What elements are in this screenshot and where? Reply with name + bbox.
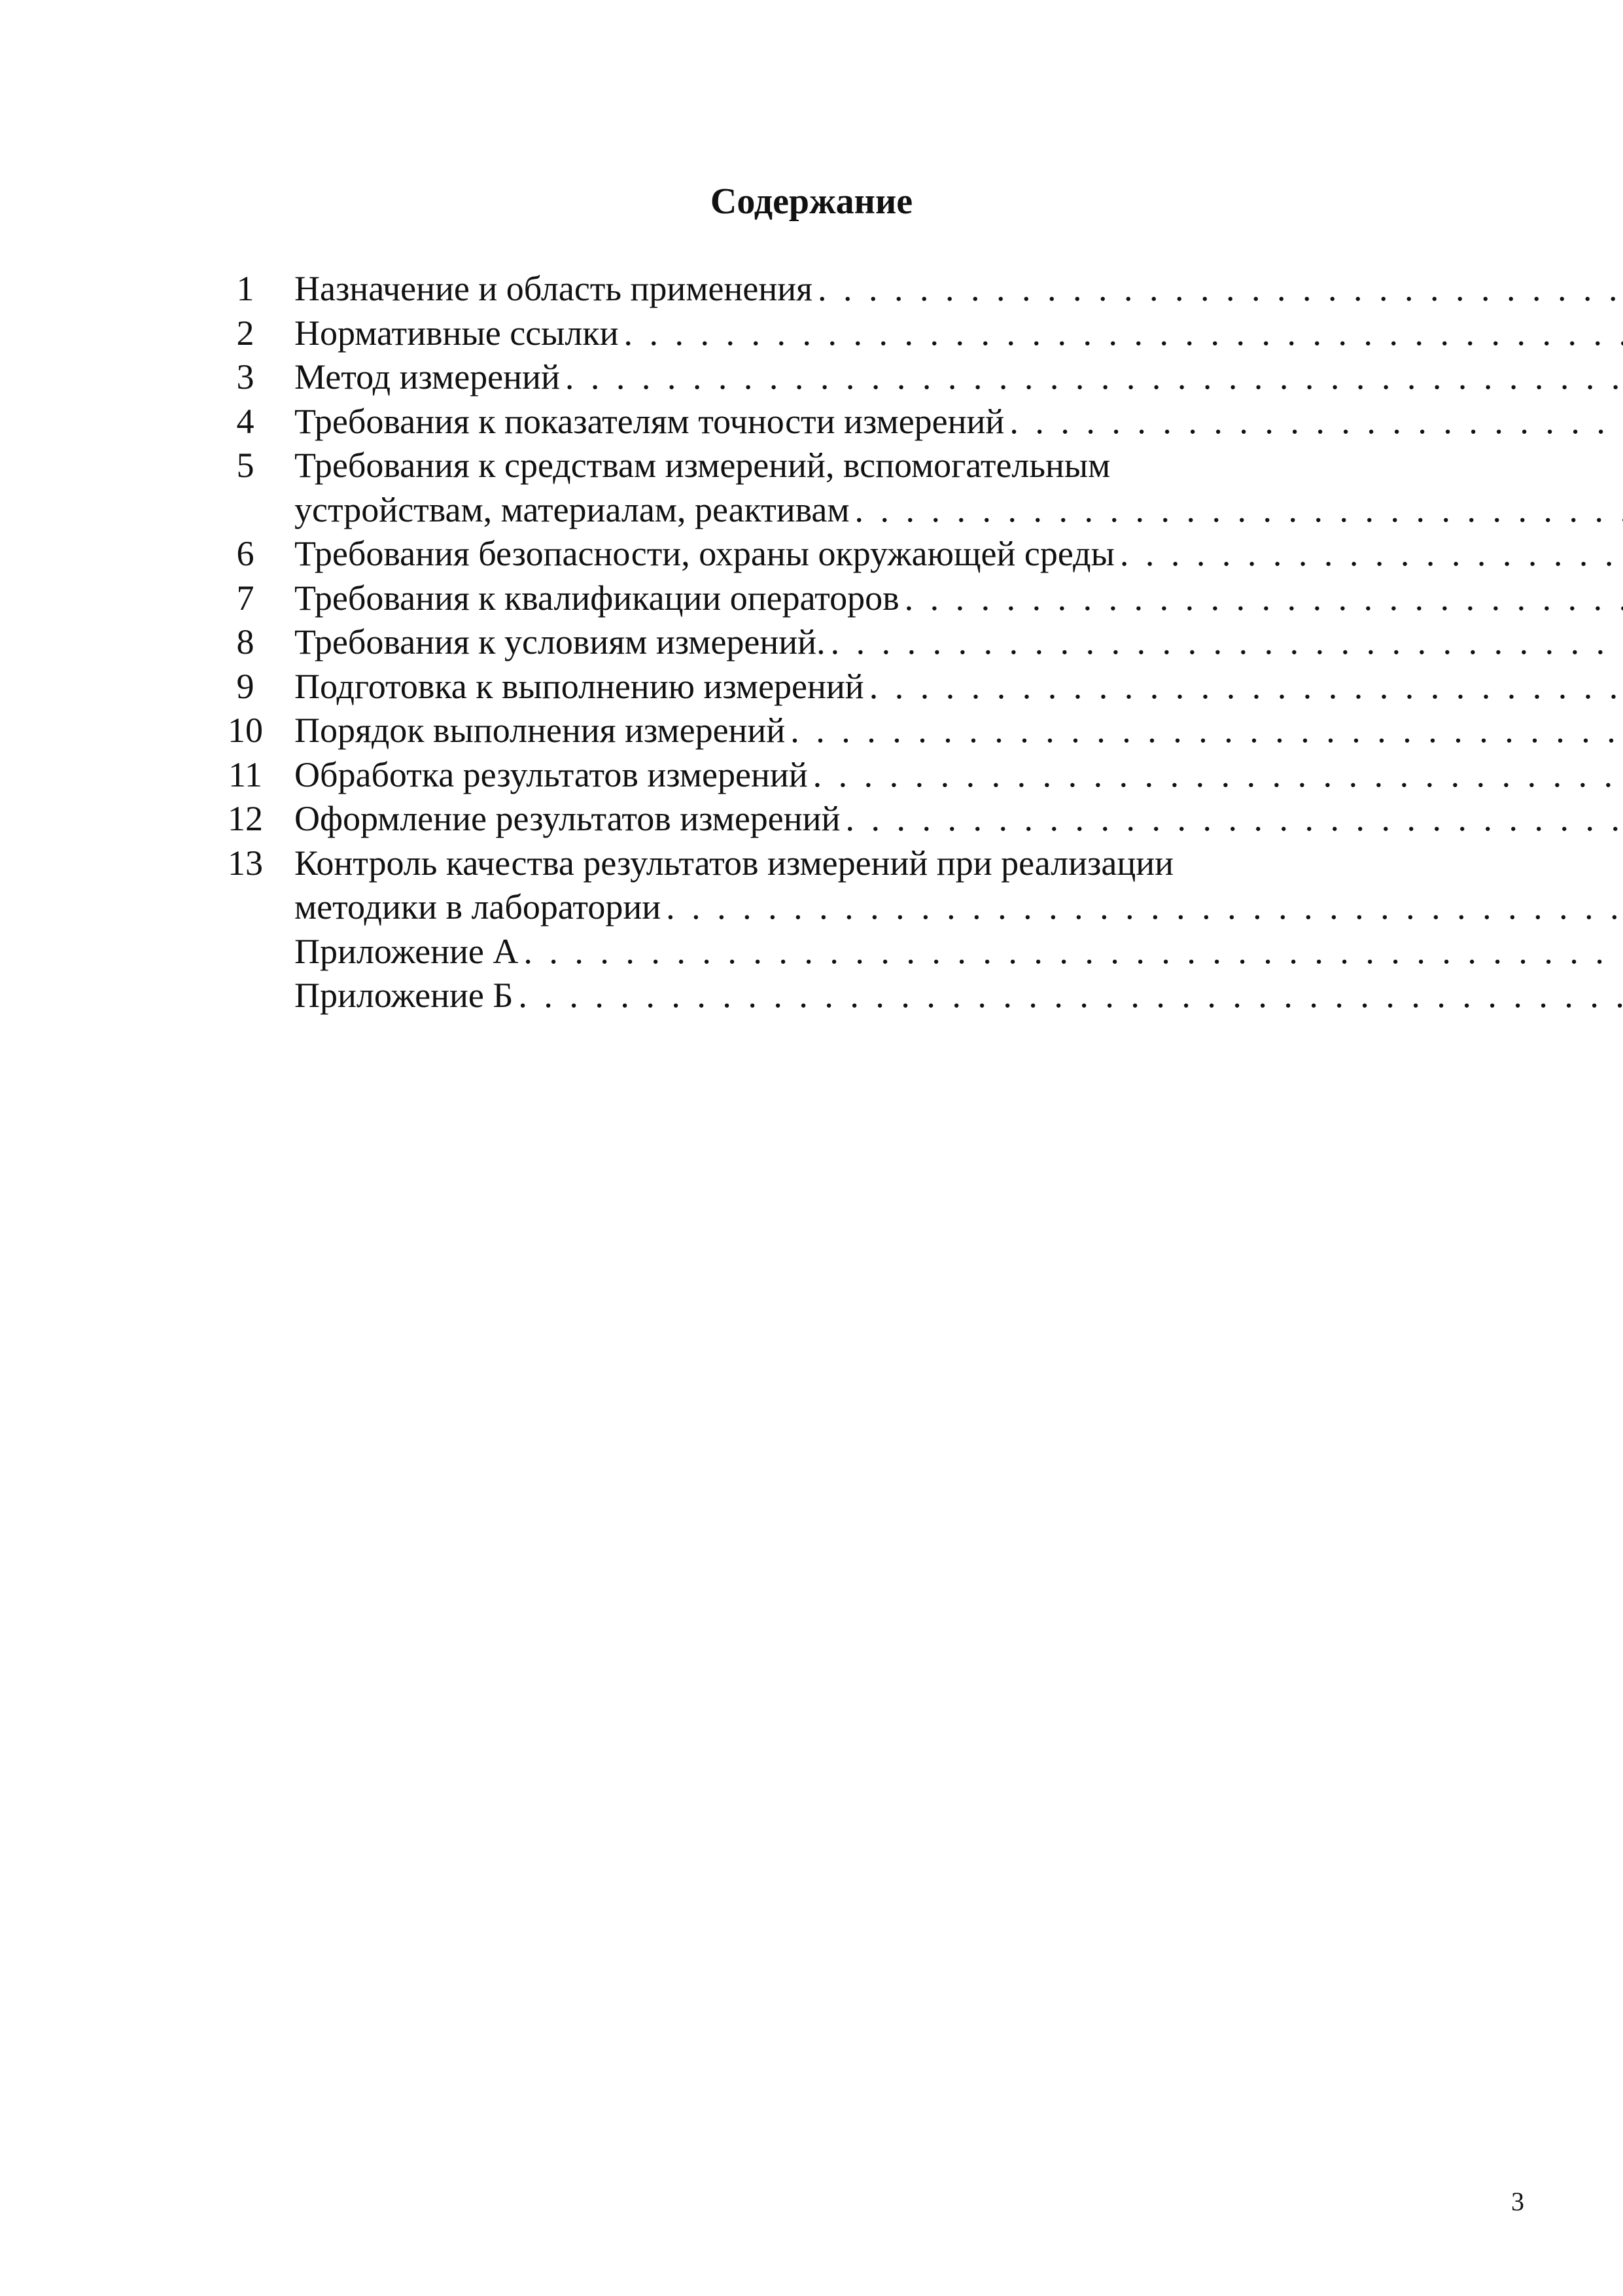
toc-entry-number: 4 [236, 401, 254, 441]
toc-entry-title: Требования безопасности, охраны окружающей среды [294, 534, 1115, 573]
toc-entry-number: 10 [228, 711, 263, 750]
leader-dots [855, 488, 1623, 533]
leader-dots [523, 930, 1623, 974]
toc-entry-title-continued: методики в лаборатории [294, 887, 661, 927]
leader-dots [565, 355, 1623, 400]
leader-dots [624, 311, 1623, 356]
leader-dots [818, 267, 1623, 311]
leader-dots [518, 974, 1623, 1018]
toc-entry-appendix [196, 974, 1498, 1018]
toc-entry [196, 444, 1498, 532]
table-of-contents [196, 267, 1498, 1018]
toc-entry [196, 267, 1498, 311]
page-title: Содержание [710, 181, 913, 222]
toc-entry [196, 355, 1498, 400]
toc-entry-number: 9 [236, 666, 254, 706]
toc-entry [196, 311, 1498, 356]
toc-entry [196, 620, 1498, 665]
toc-entry-number: 5 [236, 446, 254, 485]
leader-dots [813, 753, 1623, 798]
toc-entry-number: 6 [236, 534, 254, 573]
toc-entry-number: 2 [236, 313, 254, 353]
leader-dots [905, 576, 1623, 621]
toc-entry [196, 400, 1498, 444]
toc-entry-title: Требования к квалификации операторов [294, 578, 899, 618]
toc-entry-title: Требования к показателям точности измерений [294, 401, 1005, 441]
toc-entry-title: Нормативные ссылки [294, 313, 619, 353]
toc-entry-title: Приложение Б [294, 976, 514, 1015]
toc-entry-number: 13 [228, 843, 263, 883]
toc-entry-title-continued: устройствам, материалам, реактивам [294, 489, 850, 529]
toc-entry-title: Подготовка к выполнению измерений [294, 666, 864, 706]
leader-dots [666, 885, 1623, 930]
toc-entry-number: 8 [236, 622, 254, 662]
toc-entry-number: 1 [236, 269, 254, 308]
toc-entry-title: Порядок выполнения измерений [294, 711, 786, 750]
toc-entry [196, 665, 1498, 709]
toc-entry-title: Требования к условиям измерений. [294, 622, 826, 662]
toc-entry-number: 11 [228, 754, 262, 794]
toc-entry-title: Контроль качества результатов измерений при реализации [294, 843, 1174, 883]
leader-dots [831, 620, 1623, 665]
toc-entry [196, 841, 1498, 930]
leader-dots [1120, 532, 1623, 576]
toc-entry-title: Требования к средствам измерений, вспомогательным [294, 446, 1111, 485]
toc-entry-appendix [196, 930, 1498, 974]
leader-dots [845, 797, 1623, 841]
page-number: 3 [1511, 2187, 1524, 2216]
leader-dots [790, 709, 1623, 753]
toc-entry-number: 3 [236, 357, 254, 397]
toc-entry [196, 709, 1498, 753]
toc-entry-number: 12 [228, 799, 263, 838]
toc-entry-title: Назначение и область применения [294, 269, 812, 308]
toc-entry [196, 753, 1498, 798]
toc-entry-title: Оформление результатов измерений [294, 799, 841, 838]
toc-entry-number: 7 [236, 578, 254, 618]
toc-entry [196, 797, 1498, 841]
toc-entry-title: Обработка результатов измерений [294, 754, 808, 794]
toc-entry [196, 576, 1498, 621]
toc-entry-title: Метод измерений [294, 357, 560, 397]
toc-entry [196, 532, 1498, 576]
leader-dots [869, 665, 1623, 709]
leader-dots [1009, 400, 1623, 444]
toc-entry-title: Приложение А [294, 931, 519, 971]
